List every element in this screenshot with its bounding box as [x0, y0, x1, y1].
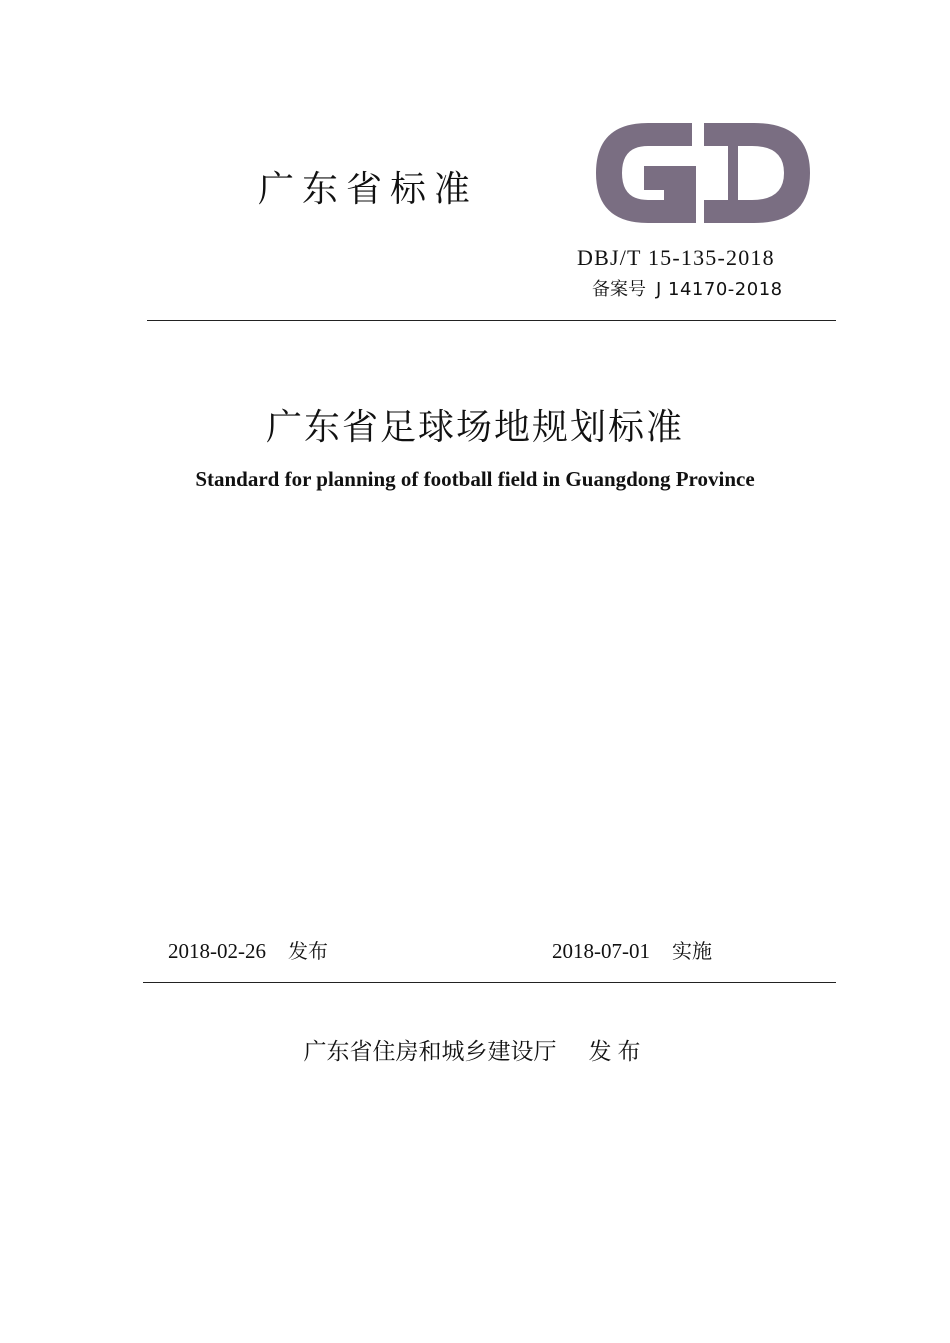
implement-date-line: [552, 937, 712, 965]
issue-label: 发布: [288, 939, 328, 963]
record-label: 备案号: [592, 279, 646, 300]
title-chinese: 广东省足球场地规划标准: [265, 407, 684, 448]
top-divider: [147, 320, 836, 321]
series-title: 广东省标准: [258, 169, 479, 210]
standard-code: DBJ/T 15-135-2018: [577, 245, 775, 270]
gd-logo-icon: [592, 120, 814, 226]
gd-logo: [592, 120, 814, 226]
issue-date: 2018-02-26: [168, 939, 266, 963]
publisher-line: [0, 1036, 950, 1068]
publisher-action: 发布: [588, 1039, 647, 1065]
publisher-name: 广东省住房和城乡建设厅: [303, 1039, 557, 1065]
record-number: J 14170-2018: [656, 279, 783, 300]
issue-date-line: [168, 937, 328, 965]
title-english: Standard for planning of football field in Guangdong Province: [195, 467, 755, 491]
implement-label: 实施: [672, 939, 712, 963]
implement-date: 2018-07-01: [552, 939, 650, 963]
record-number-line: [592, 278, 783, 302]
bottom-divider: [143, 982, 836, 983]
